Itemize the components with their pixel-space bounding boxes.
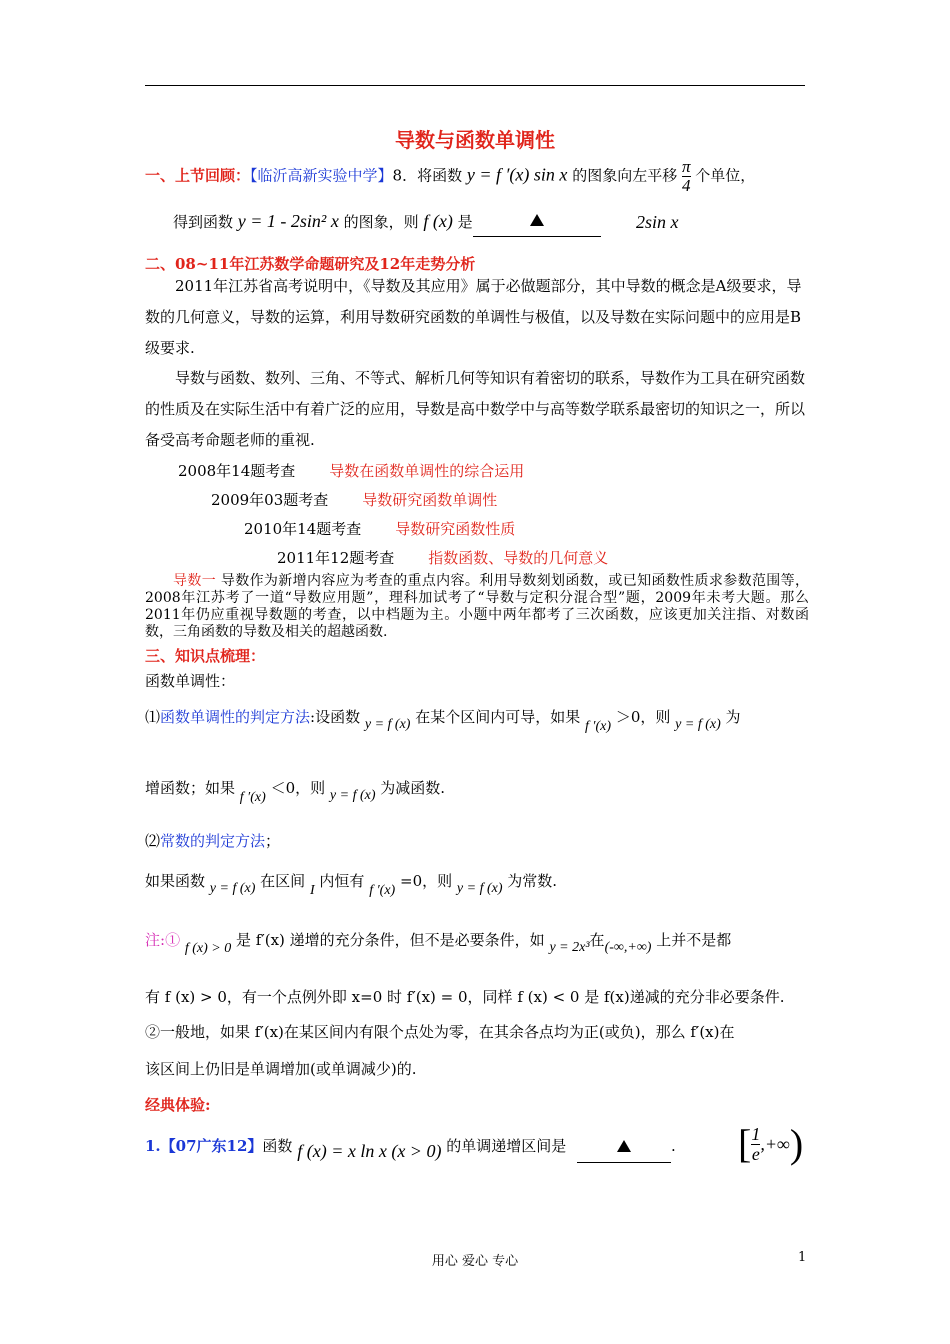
- decreasing-text: 为减函数.: [380, 779, 446, 797]
- year-label: 2010年14题考查: [244, 520, 362, 538]
- constant-text-d: 为常数.: [507, 872, 558, 890]
- formula-y-fx: y = f (x): [209, 881, 256, 896]
- constant-text-c: 内恒有: [319, 872, 365, 890]
- formula-y-fx: y = f (x): [329, 788, 376, 803]
- question1-text-b: 的单调递增区间是: [446, 1137, 567, 1155]
- formula-fprime-x: f ′(x): [369, 883, 396, 898]
- paragraph2-text: 导数与函数、数列、三角、不等式、解析几何等知识有着密切的联系，导数作为工具在研究函数的性质及在实际生活中有着广泛的应用，导数是高中数学中与高等数学联系最密切的知识之一，所以备受高考命题老师的重视.: [145, 369, 806, 449]
- constant-line: [145, 866, 557, 898]
- item2-label: 常数的判定方法: [160, 832, 266, 850]
- paragraph3-label: 导数一: [173, 573, 217, 589]
- paragraph3-text: 导数作为新增内容应为考查的重点内容。利用导数刻划函数，或已知函数性质求参数范围等，2008年江苏考了一道“导数应用题”，理科加试考了“导数与定积分混合型”题，2009年未考大题。那么2011年仍应重视导数题的考查，以中档题为主。小题中两年都考了三次函数，应该更加关注指、对数函数，三角函数的导数及相关的超越函数.: [145, 573, 810, 640]
- increasing-text: 增函数；如果: [145, 779, 236, 797]
- year-row-2010: [244, 518, 515, 539]
- experience-heading: 经典体验:: [145, 1096, 211, 1114]
- note-in: 在: [589, 931, 605, 949]
- question1-dot: .: [671, 1137, 676, 1155]
- section1-heading: 一、上节回顾：: [145, 166, 251, 185]
- formula-y-fx: y = f (x): [675, 717, 721, 732]
- interval-rest: ,+∞: [760, 1133, 790, 1154]
- section2-paragraph3: [145, 573, 809, 641]
- formula-y-fx: y = f (x): [456, 881, 503, 896]
- section3-heading: 三、知识点梳理：: [145, 647, 266, 665]
- item2-line: [145, 830, 280, 851]
- question-num: 8．将函数: [392, 166, 463, 185]
- section2-paragraph2: [145, 363, 809, 456]
- fraction-1-over-e: [751, 1125, 760, 1164]
- note-line4: 该区间上仍旧是单调增加(或单调减少)的.: [145, 1060, 417, 1078]
- note-text-b: 上并不是都: [656, 931, 732, 949]
- item1-label: 函数单调性的判定方法: [160, 708, 311, 726]
- section1-line2: [173, 206, 601, 239]
- top-rule: [145, 85, 805, 86]
- formula-y-fprime-sin: y = f ′(x) sin x: [466, 164, 568, 185]
- formula-fprime-x: f ′(x): [239, 790, 266, 805]
- text-is: 是: [457, 213, 473, 231]
- page-title: 导数与函数单调性: [395, 128, 555, 152]
- interval-neg-inf-pos-inf: (-∞,+∞): [604, 940, 652, 955]
- formula-1-minus-2sin2: y = 1 - 2sin² x: [237, 211, 339, 231]
- year-topic: 导数研究函数单调性: [362, 491, 498, 509]
- question1-text-a: 函数: [262, 1137, 293, 1155]
- triangle-icon: [530, 214, 544, 226]
- item1-lt0: ＜0，则: [270, 779, 326, 797]
- item2-end: ；: [265, 832, 281, 850]
- note-circle-1: ①: [165, 931, 181, 949]
- note-line1: [145, 925, 731, 957]
- answer-blank: [577, 1132, 671, 1163]
- section2-heading: 二、08~11年江苏数学命题研究及12年走势分析: [145, 255, 476, 273]
- fraction-pi-over-4: [682, 158, 691, 195]
- section1-line1: [145, 158, 755, 195]
- note-line2: 有 f (x) > 0，有一个点例外即 x=0 时 f′(x) = 0，同样 f (x) < 0 是 f(x)递减的充分非必要条件.: [145, 988, 785, 1006]
- footer-center: 用心 爱心 专心: [431, 1254, 519, 1269]
- item2-number: ⑵: [145, 832, 161, 850]
- text-shift-left: 的图象向左平移: [572, 166, 678, 185]
- fraction-denominator: 4: [682, 175, 691, 195]
- formula-x-ln-x: f (x) = x ln x (x > 0): [297, 1141, 442, 1161]
- formula-fprime-x: f ′(x): [585, 719, 612, 734]
- year-row-2009: [211, 489, 497, 510]
- text-units: 个单位，: [695, 166, 756, 185]
- item1-gt0: ＞0，则: [615, 708, 671, 726]
- year-topic: 导数研究函数性质: [395, 520, 516, 538]
- year-label: 2009年03题考查: [211, 491, 329, 509]
- item1-number: ⑴: [145, 708, 161, 726]
- formula-y-fx: y = f (x): [364, 717, 411, 732]
- section3-subheading: 函数单调性：: [145, 672, 236, 690]
- formula-y-2x3: y = 2x³: [549, 940, 590, 955]
- note-line3: ②一般地，如果 f′(x)在某区间内有限个点处为零，在其余各点均为正(或负)，那么 f′(x)在: [145, 1023, 735, 1041]
- item1-text-b: 在某个区间内可导，如果: [415, 708, 581, 726]
- year-label: 2011年12题考查: [277, 549, 395, 567]
- year-topic: 导数在函数单调性的综合运用: [329, 462, 525, 480]
- fraction-numerator: 1: [751, 1123, 761, 1144]
- answer-blank: [473, 206, 601, 237]
- page-number: 1: [798, 1250, 807, 1265]
- section2-paragraph1: [145, 271, 809, 364]
- fraction-denominator: e: [751, 1143, 760, 1164]
- formula-fx-gt0: f (x) > 0: [184, 941, 232, 956]
- answer-interval: [ $\frac{1}{e}$ ,+∞ ): [738, 1121, 804, 1166]
- paragraph1-text: 2011年江苏省高考说明中，《导数及其应用》属于必做题部分，其中导数的概念是A级要求，导数的几何意义，导数的运算，利用导数研究函数的单调性与极值，以及导数在实际问题中的应用是B级要求.: [145, 277, 802, 357]
- constant-text-a: 如果函数: [145, 872, 206, 890]
- note-text-a: 是 f′(x) 递增的充分条件，但不是必要条件，如: [236, 931, 545, 949]
- fraction-numerator: π: [681, 157, 691, 176]
- question1-line: [145, 1130, 676, 1163]
- text-graph-then: 的图象，则: [343, 213, 419, 231]
- answer-2sinx: 2sin x: [636, 212, 679, 232]
- constant-eq0: =0，则: [400, 872, 453, 890]
- item1-text-a: :设函数: [310, 708, 361, 726]
- section1-source: 【临沂高新实验中学】: [250, 166, 393, 185]
- question1-number: 1.【07广东12】: [145, 1137, 263, 1155]
- text-get-function: 得到函数: [173, 213, 234, 231]
- item1-line2: [145, 773, 445, 805]
- formula-fx: f (x): [423, 211, 453, 231]
- interval-I: I: [309, 883, 315, 898]
- year-topic: 指数函数、导数的几何意义: [428, 549, 609, 567]
- triangle-icon: [617, 1140, 631, 1152]
- constant-text-b: 在区间: [260, 872, 306, 890]
- year-row-2008: [178, 460, 524, 481]
- year-row-2011: [277, 547, 608, 568]
- year-label: 2008年14题考查: [178, 462, 296, 480]
- item1-text-c: 为: [725, 708, 741, 726]
- item1-line: [145, 702, 741, 734]
- note-label: 注:: [145, 931, 166, 949]
